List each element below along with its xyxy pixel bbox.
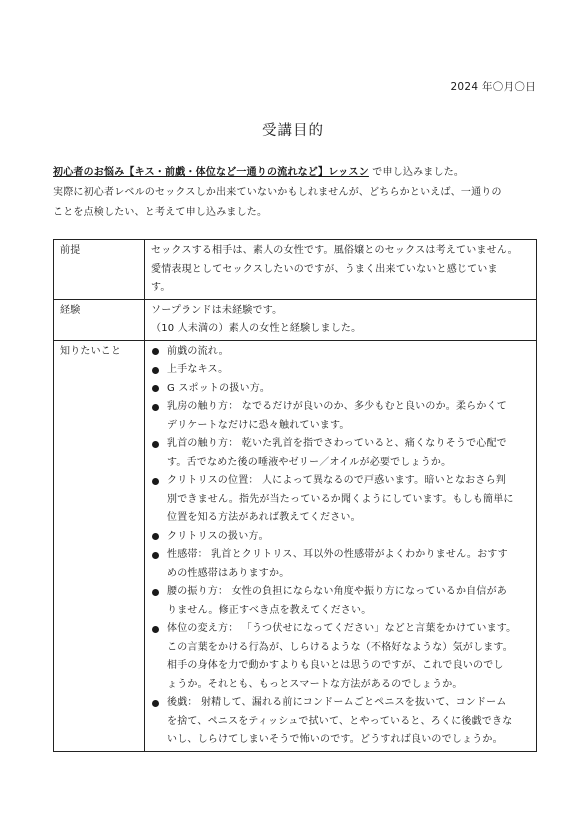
text-line: （10 人未満の）素人の女性と経験しました。 bbox=[151, 323, 362, 334]
list-item bbox=[151, 435, 530, 472]
text-line: 腰の振り方： 女性の負担にならない角度や振り方になっているか自信があ bbox=[167, 586, 507, 597]
list-item bbox=[151, 343, 530, 362]
text-line: ソープランドは未経験です。 bbox=[151, 304, 283, 316]
document-title: 受講目的 bbox=[262, 123, 324, 139]
list-item bbox=[151, 472, 530, 528]
intro-line-1 bbox=[53, 163, 536, 183]
document-date: 2024 年〇月〇日 bbox=[450, 81, 536, 93]
text-line: 愛情表現としてセックスしたいのですが、うまく出来ていないと感じていま bbox=[151, 263, 498, 275]
table-row-premise bbox=[54, 240, 537, 300]
list-item bbox=[151, 398, 530, 435]
text-line: 乳首の触り方： 乾いた乳首を指でさわっていると、痛くなりそうで心配で bbox=[167, 438, 507, 449]
text-line: G スポットの扱い方。 bbox=[167, 382, 271, 394]
text-line: 性感帯： 乳首とクリトリス、耳以外の性感帯がよくわかりません。おすす bbox=[167, 549, 508, 560]
text-line: 相手の身体を力で動かすよりも良いとは思うのですが、これで良いのでし bbox=[167, 660, 504, 671]
text-line: 別できません。指先が当たっているか聞くようにしています。もしも簡単に bbox=[167, 493, 514, 505]
text-line: す。舌でなめた後の唾液やゼリー／オイルが必要でしょうか。 bbox=[167, 456, 452, 468]
list-item bbox=[151, 361, 530, 380]
list-item bbox=[151, 380, 530, 399]
intro-paragraph bbox=[53, 163, 536, 223]
row-heading: 知りたいこと bbox=[54, 340, 145, 751]
bullet-icon bbox=[152, 348, 159, 355]
text-line: 前戯の流れ。 bbox=[167, 345, 229, 357]
text-line: めの性感帯はありますか。 bbox=[167, 567, 290, 579]
row-heading: 前提 bbox=[54, 240, 145, 300]
bullet-icon bbox=[152, 478, 159, 485]
list-item bbox=[151, 694, 530, 750]
text-line: 乳房の触り方： なでるだけが良いのか、多少もむと良いのか。柔らかくて bbox=[167, 401, 507, 412]
text-line: クリトリスの扱い方。 bbox=[167, 530, 269, 542]
list-item bbox=[151, 528, 530, 547]
lesson-suffix: で申し込みました。 bbox=[372, 167, 465, 178]
bullet-icon bbox=[152, 626, 159, 633]
text-line: 後戯： 射精して、漏れる前にコンドームごとペニスを抜いて、コンドーム bbox=[167, 697, 507, 708]
text-line: 上手なキス。 bbox=[167, 364, 229, 375]
row-content bbox=[145, 340, 537, 751]
table-row-questions bbox=[54, 340, 537, 751]
intro-line-2: 実際に初心者レベルのセックスしか出来ていないかもしれませんが、どちらかといえば、一通りの bbox=[53, 187, 502, 198]
intro-line-3: ことを点検したい、と考えて申し込みました。 bbox=[53, 207, 268, 218]
list-item bbox=[151, 583, 530, 620]
bullet-icon bbox=[152, 385, 159, 392]
list-item bbox=[151, 620, 530, 694]
bullet-icon bbox=[152, 589, 159, 596]
text-line: この言葉をかける行為が、しらけるような（不格好なような）気がします。 bbox=[167, 641, 513, 653]
bullet-icon bbox=[152, 700, 159, 707]
text-line: ょうか。それとも、もっとスマートな方法があるのでしょうか。 bbox=[167, 678, 463, 690]
text-line: いし、しらけてしまいそうで怖いのです。どうすれば良いのでしょうか。 bbox=[167, 734, 503, 745]
text-line: クリトリスの位置： 人によって異なるので戸惑います。暗いとなおさら判 bbox=[167, 475, 506, 486]
text-line: デリケートなだけに恐々触れています。 bbox=[167, 419, 350, 431]
row-content bbox=[145, 299, 537, 340]
bullet-icon bbox=[152, 441, 159, 448]
row-content bbox=[145, 240, 537, 300]
text-line: 位置を知る方法があれば教えてください。 bbox=[167, 512, 361, 523]
text-line: 体位の変え方： 「うつ伏せになってください」などと言葉をかけています。 bbox=[167, 623, 517, 634]
text-line: セックスする相手は、素人の女性です。風俗嬢とのセックスは考えていません。 bbox=[151, 245, 518, 256]
text-line: りません。修正すべき点を教えてください。 bbox=[167, 604, 372, 616]
row-heading: 経験 bbox=[54, 299, 145, 340]
bullet-icon bbox=[152, 533, 159, 540]
bullet-icon bbox=[152, 404, 159, 411]
list-item bbox=[151, 546, 530, 583]
question-list bbox=[151, 343, 530, 750]
bullet-icon bbox=[152, 552, 159, 559]
text-line: す。 bbox=[151, 282, 171, 293]
table-row-experience bbox=[54, 299, 537, 340]
purpose-table bbox=[53, 239, 537, 752]
text-line: を捨て、ペニスをティッシュで拭いて、とやっていると、ろくに後戯できな bbox=[167, 715, 513, 727]
lesson-name: 初心者のお悩み【キス・前戯・体位など一通りの流れなど】レッスン bbox=[53, 167, 369, 178]
bullet-icon bbox=[152, 367, 159, 374]
